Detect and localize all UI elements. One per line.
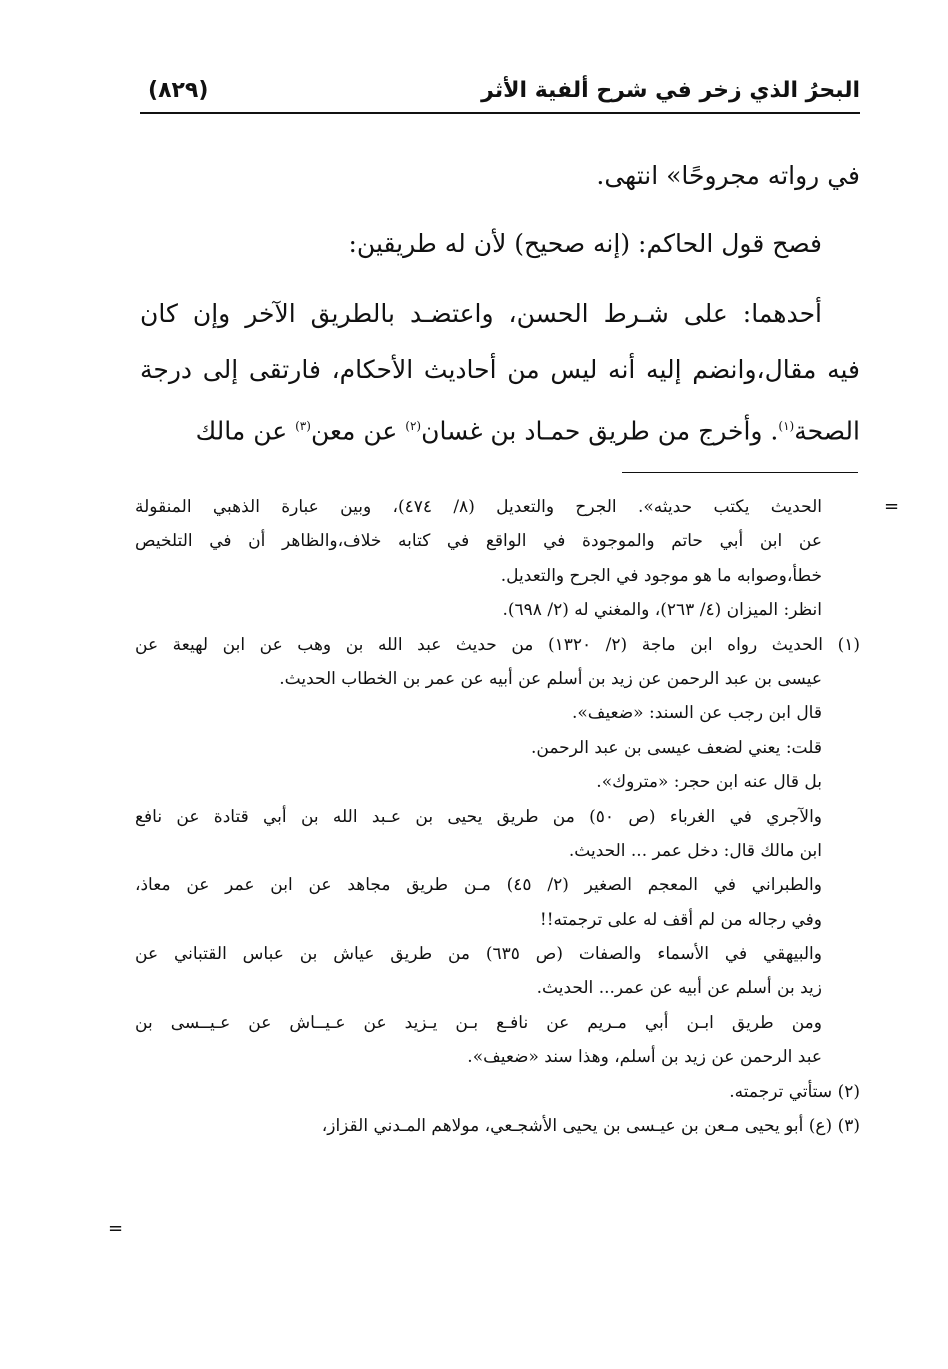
body-line: فيه مقال،وانضم إليه أنه ليس من أحاديث الأحكام، فارتقى إلى درجة xyxy=(140,355,860,384)
body-text-segment: عن مالك xyxy=(195,416,296,446)
footnote-ref: (٢) xyxy=(405,419,422,433)
footnote-ref: (٣) xyxy=(295,419,311,433)
footnote-line: والآجري في الغرباء (ص ٥٠) من طريق يحيى بن عـبد الله بن أبي قتادة عن نافع xyxy=(135,806,822,827)
footnote-line: عن ابن أبي حاتم والموجودة في الواقع في كتابه خلاف،والظاهر أن في التلخيص xyxy=(135,531,822,552)
footnote-line: ابن مالك قال: دخل عمر ... الحديث. xyxy=(568,840,822,861)
footnote-line: (٢) ستأتي ترجمته. xyxy=(729,1081,860,1102)
footnote-line: زيد بن أسلم عن أبيه عن عمر... الحديث. xyxy=(536,978,822,999)
footnote-line: عيسى بن عبد الرحمن عن زيد بن أسلم عن أبيه عن عمر بن الخطاب الحديث. xyxy=(279,668,822,689)
footnote-line: وفي رجاله من لم أقف له على ترجمته!! xyxy=(539,909,822,930)
continuation-mark: = xyxy=(108,1218,124,1239)
footnote-line: والبيهقي في الأسماء والصفات (ص ٦٣٥) من طريق عياش بن عباس القتباني عن xyxy=(135,944,822,965)
footnote-line: (٣) (ع) أبو يحيى مـعن بن عيـسى بن يحيى الأشجـعي، مولاهم المـدني القزاز، xyxy=(321,1116,860,1137)
footnote-line: بل قال عنه ابن حجر: «متروك». xyxy=(596,772,822,793)
body-line xyxy=(140,398,860,454)
running-header-title: البحرُ الذي زخر في شرح ألفية الأثر xyxy=(481,78,860,103)
footnote-line: والطبراني في المعجم الصغير (٢/ ٤٥) مـن طريق مجاهد عن ابن عمر عن معاذ، xyxy=(135,875,822,896)
body-text-segment: . وأخرج من طريق حمـاد بن غسان xyxy=(421,416,779,446)
footnote-line: (١) الحديث رواه ابن ماجة (٢/ ١٣٢٠) من حديث عبد الله بن وهب عن ابن لهيعة عن xyxy=(135,634,860,655)
main-text xyxy=(140,148,860,454)
footnote-line: قلت: يعني لضعف عيسى بن عبد الرحمن. xyxy=(531,737,822,758)
footnote-divider xyxy=(622,472,858,473)
page-number: (٨٢٩) xyxy=(148,78,209,103)
footnote-line: قال ابن رجب عن السند: «ضعيف». xyxy=(572,703,822,724)
body-line: في رواته مجروحًا» انتهى. xyxy=(596,161,860,190)
body-text-segment: الصحة xyxy=(794,416,860,446)
footnote-line: ومن طريق ابـن أبي مـريم عن نافـع بـن يـزيد عن عـيــاش عن عـيــسى بن xyxy=(135,1012,822,1033)
footnote-line: خطأ،وصوابه ما هو موجود في الجرح والتعديل. xyxy=(500,565,822,586)
footnote-ref: (١) xyxy=(778,419,795,433)
body-line: فصح قول الحاكم: (إنه صحيح) لأن له طريقين: xyxy=(348,229,822,258)
footnotes xyxy=(135,490,860,1143)
body-text-segment: عن معن xyxy=(310,416,406,446)
body-line: أحدهما: على شـرط الحسن، واعتضـد بالطريق الآخر وإن كان xyxy=(140,299,822,328)
header-divider xyxy=(140,112,860,114)
footnote-line: عبد الرحمن عن زيد بن أسلم، وهذا سند «ضعيف». xyxy=(467,1047,822,1068)
continuation-mark: = xyxy=(884,496,900,517)
footnote-line: انظر: الميزان (٤/ ٢٦٣)، والمغني له (٢/ ٦٩٨). xyxy=(502,600,822,621)
footnote-line: الحديث يكتب حديثه». الجرح والتعديل (٨/ ٤٧٤)، وبين عبارة الذهبي المنقولة xyxy=(135,497,822,517)
